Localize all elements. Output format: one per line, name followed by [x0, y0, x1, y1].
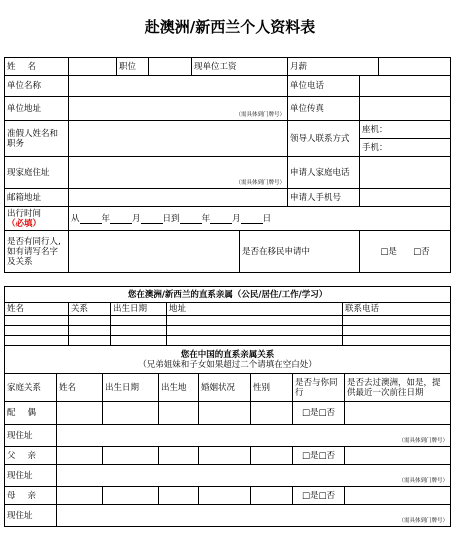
home-address-field[interactable] — [69, 157, 288, 189]
father-address-field[interactable] — [57, 465, 451, 487]
address-hint: （需具体到门牌号） — [235, 112, 286, 118]
no-checkbox[interactable]: □否 — [413, 246, 430, 257]
mail-address-field[interactable] — [69, 189, 288, 207]
spouse-address-row — [5, 425, 451, 447]
travel-time-label: 出行时间 （必填） — [5, 207, 69, 231]
salary-label: 现单位工资 — [192, 58, 288, 76]
leader-contact-label: 领导人联系方式 — [288, 121, 360, 157]
monthly-label: 月薪 — [288, 58, 379, 76]
spouse-row — [5, 402, 451, 425]
col-relation: 关系 — [69, 303, 111, 316]
companions-label: 是否有同行人,如有请写名字及关系 — [5, 231, 69, 273]
companions-field[interactable] — [69, 231, 240, 273]
spouse-yes-no[interactable]: □是□否 — [293, 402, 345, 425]
approver-field[interactable] — [69, 121, 288, 157]
unit-name-label: 单位名称 — [5, 76, 69, 97]
home-address-label: 现家庭住址 — [5, 157, 69, 189]
unit-phone-label: 单位电话 — [288, 76, 360, 97]
unit-address-field[interactable] — [69, 97, 288, 121]
col-marital: 婚姻状况 — [199, 374, 251, 402]
position-field[interactable] — [149, 58, 192, 76]
address-hint: （需具体到门牌号） — [398, 478, 449, 484]
father-address-row — [5, 465, 451, 487]
address-hint: （需具体到门牌号） — [235, 180, 286, 186]
col-name: 姓名 — [5, 303, 69, 316]
mobile-phone-field[interactable]: 手机： — [360, 139, 451, 157]
position-label: 职位 — [117, 58, 149, 76]
col-birthdate: 出生日期 — [103, 374, 159, 402]
father-yes-no[interactable]: □是□否 — [293, 447, 345, 465]
unit-address-label: 单位地址 — [5, 97, 69, 121]
col-phone: 联系电话 — [343, 303, 451, 316]
father-row — [5, 447, 451, 465]
col-birthdate: 出生日期 — [111, 303, 167, 316]
home-phone-field[interactable] — [360, 157, 451, 189]
spouse-label: 配偶 — [5, 402, 57, 425]
immigration-yes-no[interactable] — [360, 231, 451, 273]
travel-time-field[interactable]: 从 年 月 日到 年 月 日 — [69, 207, 451, 231]
address-hint: （需具体到门牌号） — [398, 438, 449, 444]
monthly-field[interactable] — [379, 58, 451, 76]
yes-checkbox[interactable]: □是 — [380, 246, 397, 257]
name-label: 姓名 — [5, 58, 69, 76]
personal-info-table — [4, 57, 451, 273]
unit-name-field[interactable] — [69, 76, 288, 97]
applicant-mobile-field[interactable] — [360, 189, 451, 207]
applicant-mobile-label: 申请人手机号 — [288, 189, 360, 207]
mother-yes-no[interactable]: □是□否 — [293, 487, 345, 505]
form-title: 赴澳洲/新西兰个人资料表 — [144, 18, 316, 36]
father-label: 父亲 — [5, 447, 57, 465]
table-row — [5, 326, 451, 336]
mother-row — [5, 487, 451, 505]
mother-address-row — [5, 505, 451, 527]
unit-fax-field[interactable] — [360, 97, 451, 121]
col-birthplace: 出生地 — [159, 374, 199, 402]
immigration-label: 是否在移民申请中 — [240, 231, 360, 273]
unit-phone-field[interactable] — [360, 76, 451, 97]
mother-address-field[interactable] — [57, 505, 451, 527]
seat-phone-field[interactable]: 座机： — [360, 121, 451, 139]
china-relatives-table — [4, 345, 451, 527]
home-phone-label: 申请人家庭电话 — [288, 157, 360, 189]
required-note: （必填） — [7, 218, 42, 229]
name-field[interactable] — [69, 58, 117, 76]
china-relatives-header: 您在中国的直系亲属关系 （兄弟姐妹和子女如果超过二个请填在空白处） — [5, 346, 451, 374]
approver-label: 准假人姓名和职务 — [5, 121, 69, 157]
current-address-label: 现住址 — [5, 425, 57, 447]
col-family-relation: 家庭关系 — [5, 374, 57, 402]
current-address-label: 现住址 — [5, 505, 57, 527]
col-gender: 性别 — [251, 374, 293, 402]
address-hint: （需具体到门牌号） — [398, 518, 449, 524]
table-row — [5, 336, 451, 346]
col-travel-together: 是否与你同行 — [293, 374, 345, 402]
spouse-address-field[interactable] — [57, 425, 451, 447]
mother-label: 母亲 — [5, 487, 57, 505]
current-address-label: 现住址 — [5, 465, 57, 487]
overseas-relatives-header: 您在澳洲/新西兰的直系亲属（公民/居住/工作/学习） — [5, 287, 451, 303]
col-name: 姓名 — [57, 374, 103, 402]
col-visited-australia: 是否去过澳洲，如是，提供最近一次前往日期 — [345, 374, 451, 402]
table-row — [5, 316, 451, 326]
overseas-relatives-table — [4, 286, 451, 346]
col-address: 地址 — [167, 303, 343, 316]
unit-fax-label: 单位传真 — [288, 97, 360, 121]
mail-address-label: 邮箱地址 — [5, 189, 69, 207]
